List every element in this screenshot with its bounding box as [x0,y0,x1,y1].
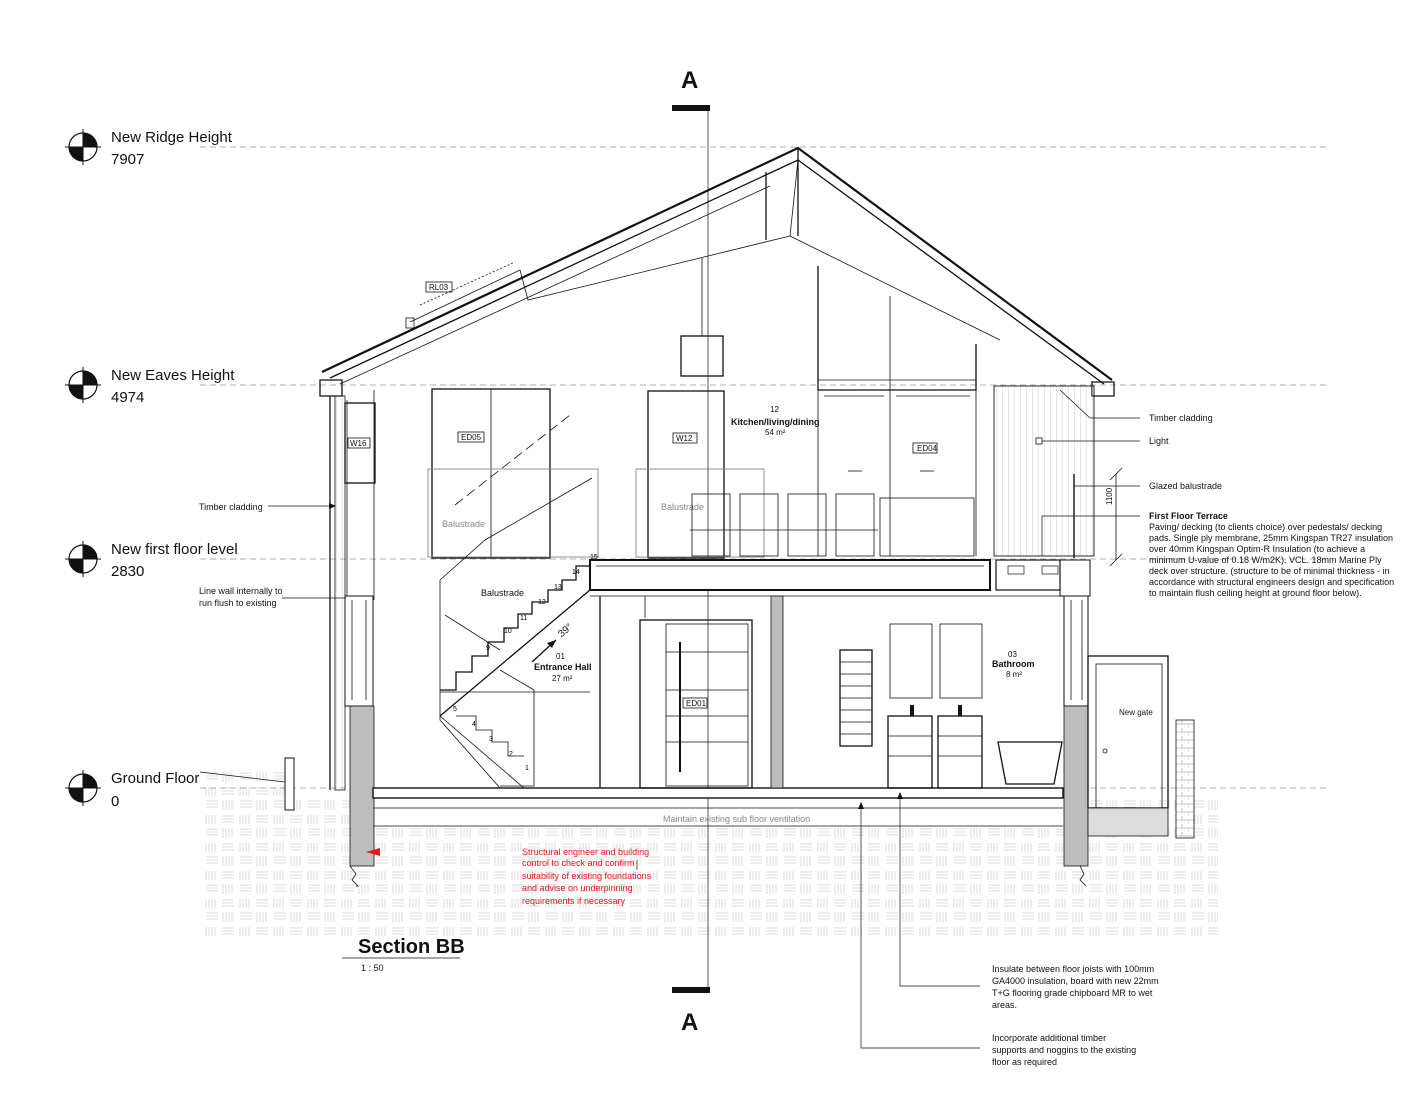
room-hall-area: 27 m² [552,674,573,683]
note-timber-supports-line-2: supports and noggins to the existing [992,1045,1137,1055]
stair-number-10: 10 [504,628,512,635]
level-name-ground: Ground Floor [111,770,200,787]
level-name-eaves: New Eaves Height [111,367,235,384]
note-insulate-line-1: Insulate between floor joists with 100mm [992,964,1155,974]
section-cut-top-mark [672,105,710,111]
stair-number-1: 1 [525,765,529,772]
stair-number-13: 13 [554,584,562,591]
tag-ed01: ED01 [686,699,707,708]
roof [320,148,1114,396]
ground-slab [373,788,1063,798]
brick-pier [1176,720,1194,838]
tag-ed05: ED05 [461,433,482,442]
room-bath-area: 8 m² [1006,670,1022,679]
note-terrace-line-6: accordance with structural engineers design and specification [1149,577,1395,587]
note-insulate-line-4: areas. [992,1000,1018,1010]
stair-number-3: 3 [489,736,493,743]
tag-w12: W12 [676,434,693,443]
bar-stools [690,494,974,556]
room-kitchen-name: Kitchen/living/dining [731,417,820,427]
note-insulate-line-3: T+G flooring grade chipboard MR to wet [992,988,1153,998]
stair-number-12: 12 [538,599,546,606]
section-cut-bottom-mark [672,987,710,993]
gate-wall [1088,656,1168,808]
tag-w16: W16 [350,439,367,448]
section-scale: 1 : 50 [361,963,384,973]
partition-wall [771,596,783,788]
dim-1100: 1100 [1105,487,1114,505]
balustrade-stair-label: Balustrade [481,588,525,598]
section-marker-bottom: A [681,1009,699,1036]
room-bath-name: Bathroom [992,659,1035,669]
level-value-ridge: 7907 [111,151,145,168]
tag-ed04: ED04 [917,444,938,453]
void-diagonal [455,415,570,505]
note-terrace-line-2: pads. Single ply membrane, 25mm Kingspan TR27 insulation [1149,533,1393,543]
balustrade-label-1: Balustrade [442,519,486,529]
red-note-line-5: requirements if necessary [522,896,626,906]
level-value-ground: 0 [111,793,120,810]
pendant-light-icon [681,336,723,376]
section-marker-top: A [681,67,699,94]
note-terrace-line-1: Paving/ decking (to clients choice) over pedestals/ decking [1149,522,1383,532]
stair-number-2: 2 [509,751,513,758]
red-note-line-1: Structural engineer and building [522,847,650,857]
room-hall-name: Entrance Hall [534,662,592,672]
terrace-slab [996,560,1060,590]
gable-glazing [818,266,976,556]
level-name-first: New first floor level [111,541,238,558]
note-light: Light [1149,436,1169,446]
red-note-line-3: suitability of existing foundations [522,871,652,881]
note-line-wall-1: Line wall internally to [199,586,283,596]
gate-base [1088,808,1168,836]
red-note-line-4: and advise on underpinning [522,883,633,893]
level-value-eaves: 4974 [111,389,145,406]
note-timber-cladding-left: Timber cladding [199,502,263,512]
balustrade-panel-1 [428,469,598,557]
note-terrace-line-4: minimum U-value of 0.18 W/m2K). VCL. 18mm Marine Ply [1149,555,1382,565]
note-terrace-line-3: over 40mm Kingspan Optim-R Insulation (to achieve a [1149,544,1366,554]
stair-angle: 39° [556,621,576,640]
stair-number-9: 9 [486,645,490,652]
level-marker-eaves-icon [65,367,101,403]
room-kitchen-number: 12 [770,405,779,414]
level-marker-first-icon [65,541,101,577]
note-terrace-line-5: deck over structure. (structure to be of minimal thickness - in [1149,566,1390,576]
room-kitchen-area: 54 m² [765,428,786,437]
first-floor-slab [590,560,990,590]
light-fitting-icon [1036,438,1042,444]
section-title: Section BB [358,936,465,958]
note-timber-supports-line-3: floor as required [992,1057,1058,1067]
stair-number-11: 11 [520,615,528,622]
red-note-line-2: control to check and confirm [522,858,635,868]
level-name-ridge: New Ridge Height [111,129,232,146]
note-terrace-line-7: to maintain flush ceiling height at ground floor below). [1149,588,1362,598]
stair-number-15: 15 [590,554,598,561]
stair-number-4: 4 [472,721,476,728]
window-w12-frame [648,391,724,558]
terrace-pad-1 [1008,566,1024,574]
note-line-wall-2: run flush to existing [199,598,277,608]
bathroom-fittings [840,624,1062,788]
note-timber-cladding-right: Timber cladding [1149,413,1213,423]
level-marker-ground-icon [65,770,101,806]
tag-rl03: RL03 [429,283,449,292]
subfloor-label: Maintain existing sub floor ventilation [663,814,811,824]
balustrade-panel-2 [636,469,764,557]
gate-panel [1096,664,1162,808]
terrace-pad-2 [1042,566,1058,574]
existing-fence-post [285,758,294,810]
balustrade-label-2: Balustrade [661,502,705,512]
tag-gate: New gate [1119,708,1153,717]
ground-hatch-left-top [200,772,290,800]
level-value-first: 2830 [111,563,145,580]
stair-number-14: 14 [572,569,580,576]
note-glazed-balustrade: Glazed balustrade [1149,481,1223,491]
note-timber-supports-line-1: Incorporate additional timber [992,1033,1107,1043]
level-marker-ridge-icon [65,129,101,165]
gate-handle-icon [1103,749,1107,753]
note-terrace-title: First Floor Terrace [1149,511,1228,521]
room-bath-number: 03 [1008,650,1017,659]
stair-number-5: 5 [453,706,457,713]
note-insulate-line-2: GA4000 insulation, board with new 22mm [992,976,1159,986]
room-hall-number: 01 [556,652,565,661]
